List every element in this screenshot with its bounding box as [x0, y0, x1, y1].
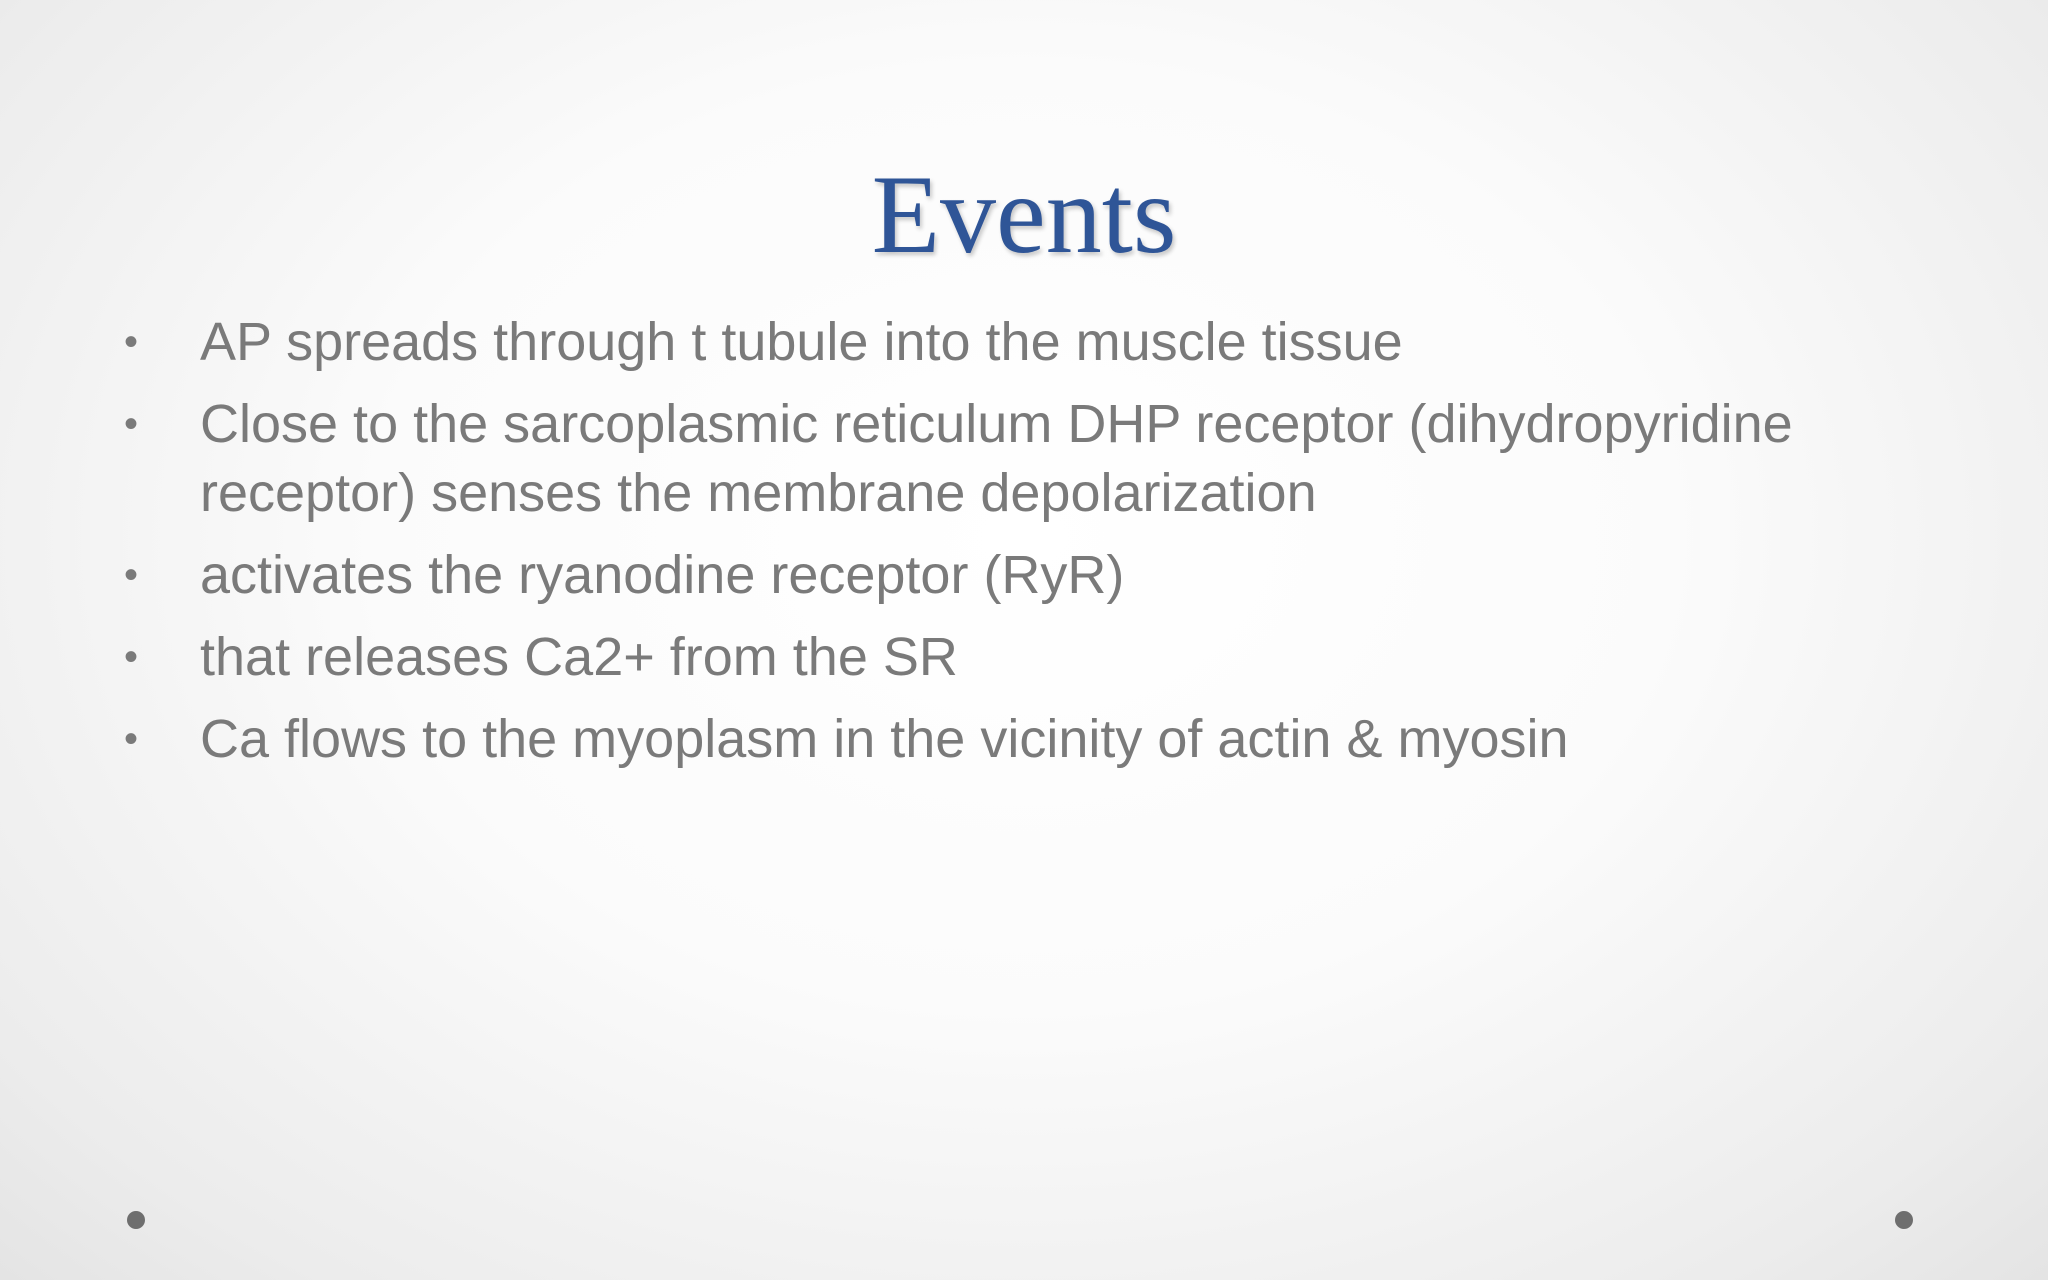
corner-dot-right-icon: [1895, 1211, 1913, 1229]
list-item: [118, 623, 1928, 692]
bullet-icon: •: [124, 553, 139, 597]
bullet-text: Ca flows to the myoplasm in the vicinity of actin & myosin: [200, 709, 1569, 769]
bullet-text: activates the ryanodine receptor (RyR): [200, 545, 1125, 605]
bullet-icon: •: [124, 717, 139, 761]
bullet-icon: •: [124, 402, 139, 446]
bullet-list: [118, 308, 1928, 787]
corner-dot-left-icon: [127, 1211, 145, 1229]
bullet-icon: •: [124, 320, 139, 364]
bullet-icon: •: [124, 635, 139, 679]
list-item: [118, 705, 1928, 774]
list-item: [118, 541, 1928, 610]
slide-title: Events: [871, 153, 1177, 277]
bullet-text: that releases Ca2+ from the SR: [200, 627, 958, 687]
bullet-text: Close to the sarcoplasmic reticulum DHP receptor (dihydropyridine receptor) senses the membrane depolarization: [200, 394, 1793, 523]
bullet-text: AP spreads through t tubule into the muscle tissue: [200, 312, 1403, 372]
list-item: [118, 390, 1928, 528]
list-item: [118, 308, 1928, 377]
